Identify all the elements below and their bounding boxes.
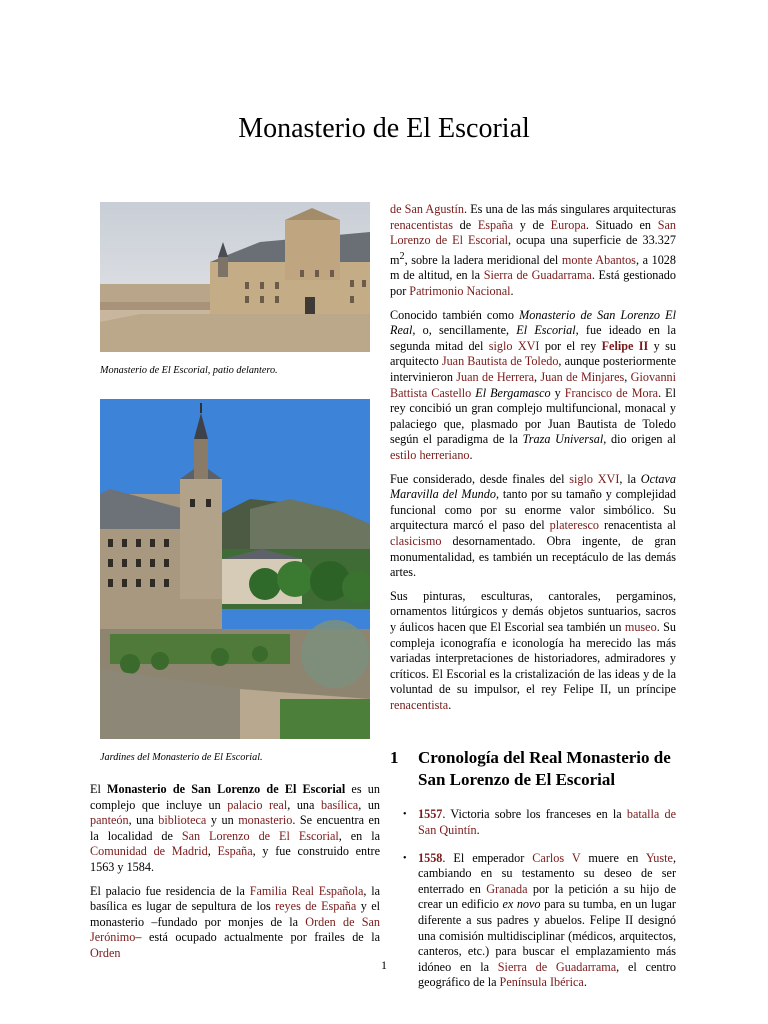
- link-siglo-xvi[interactable]: siglo XVI: [488, 338, 540, 353]
- right-column: [390, 202, 676, 1003]
- link-juan-bautista-toledo[interactable]: Juan Bautista de Toledo: [441, 354, 559, 369]
- link-batalla-san-quintin[interactable]: batalla de San Quintín: [418, 807, 676, 838]
- wonder-paragraph: Fue considerado, desde finales del siglo XVI, la Octava Maravilla del Mundo, tanto por su tamaño y complejidad funcional como por su enorme valor simbólico. Su arquitectura marcó el paso del plateresco renacentista al clasicismo desornamentado. Obra ingente, de gran monumentalidad, es también un receptáculo de las demás artes.: [390, 471, 676, 580]
- link-giovanni-castello[interactable]: Giovanni Battista Castello: [390, 370, 677, 400]
- section-number: 1: [390, 748, 399, 768]
- page-number: 1: [381, 958, 387, 972]
- link-museo[interactable]: museo: [624, 619, 657, 634]
- link-panteon[interactable]: panteón: [90, 813, 129, 828]
- figure-gardens: [100, 399, 340, 764]
- link-biblioteca[interactable]: biblioteca: [158, 813, 207, 828]
- link-carlos-v[interactable]: Carlos V: [532, 850, 581, 865]
- art-paragraph: Sus pinturas, esculturas, cantorales, pergaminos, ornamentos litúrgicos y demás objetos suntuarios, sacros y áulicos hacen que El Escorial sea también un museo. Su compleja iconografía e iconología ha merecido las más variadas interpretaciones de historiadores, admiradores y críticos. El Escorial es la cristalización de las ideas y de la voluntad de su impulsor, el rey Felipe II, un príncipe renacentista.: [390, 588, 676, 712]
- history-paragraph: Conocido también como Monasterio de San Lorenzo El Real, o, sencillamente, El Escorial, fue ideado en la segunda mitad del siglo XVI por el rey Felipe II y su arquitecto Juan Bautista de Toledo, aunque posteriormente intervinieron Juan de Herrera, Juan de Minjares, Giovanni Battista Castello El Bergamasco y Francisco de Mora. El rey concibió un gran complejo multifuncional, monacal y palaciego que, plasmado por Juan Bautista de Toledo según el paradigma de la Traza Universal, dio origen al estilo herreriano.: [390, 307, 677, 462]
- link-felipe-ii[interactable]: Felipe II: [601, 338, 649, 353]
- location-paragraph: de San Agustín. Es una de las más singulares arquitecturas renacentistas de España y de Europa. Situado en San Lorenzo de El Escorial, ocupa una superficie de 33.327 $m^2$, sobre la ladera meridional del monte Abantos, a 1028 m de altitud, en la Sierra de Guadarrama. Está gestionado por Patrimonio Nacional.: [390, 202, 677, 299]
- left-column: [90, 202, 380, 970]
- residence-paragraph: El palacio fue residencia de la Familia Real Española, la basílica es lugar de sepultura de los reyes de España y el monasterio –fundado por monjes de la Orden de San Jerónimo– está ocupado actualmente por frailes de la Orden: [90, 883, 381, 960]
- link-juan-minjares[interactable]: Juan de Minjares: [540, 370, 625, 384]
- link-orden[interactable]: Orden: [90, 945, 121, 960]
- link-monte-abantos[interactable]: monte Abantos: [561, 252, 636, 267]
- link-monasterio[interactable]: monasterio: [238, 813, 293, 828]
- link-plateresco[interactable]: plateresco: [549, 518, 600, 533]
- link-comunidad-madrid[interactable]: Comunidad de Madrid: [90, 844, 208, 859]
- link-juan-herrera[interactable]: Juan de Herrera: [456, 370, 535, 384]
- page-title: Monasterio de El Escorial: [238, 113, 530, 144]
- bullet-icon: •: [403, 852, 407, 864]
- link-patrimonio-nacional[interactable]: Patrimonio Nacional: [409, 284, 511, 299]
- link-palacio-real[interactable]: palacio real: [227, 797, 288, 812]
- link-familia-real[interactable]: Familia Real Española: [249, 883, 364, 898]
- link-francisco-mora[interactable]: Francisco de Mora: [564, 385, 659, 400]
- link-europa[interactable]: Europa: [550, 217, 586, 232]
- link-yuste[interactable]: Yuste: [645, 850, 673, 865]
- link-orden-san-jeronimo[interactable]: Orden de San Jerónimo: [90, 914, 380, 945]
- intro-paragraph: El Monasterio de San Lorenzo de El Escorial es un complejo que incluye un palacio real, una basílica, un panteón, una biblioteca y un monasterio. Se encuentra en la localidad de San Lorenzo de El Escorial, en la Comunidad de Madrid, España, y fue construido entre 1563 y 1584.: [90, 782, 381, 874]
- bullet-icon: •: [403, 809, 407, 821]
- figure-patio: [100, 202, 340, 377]
- link-san-agustin[interactable]: de San Agustín: [390, 202, 465, 216]
- list-item: • 1557. Victoria sobre los franceses en la batalla de San Quintín.: [403, 807, 676, 838]
- link-sierra-guadarrama[interactable]: Sierra de Guadarrama: [497, 959, 617, 974]
- photo-monastery-courtyard: [100, 202, 370, 352]
- link-espana[interactable]: España: [477, 217, 514, 232]
- link-san-lorenzo[interactable]: San Lorenzo de El Escorial: [390, 217, 676, 248]
- link-peninsula-iberica[interactable]: Península Ibérica: [499, 975, 584, 990]
- link-basilica[interactable]: basílica: [320, 797, 359, 812]
- list-item: • 1558. El emperador Carlos V muere en Yuste, cambiando en su testamento su deseo de ser enterrado en Granada por la petición a su hijo de crear un edificio ex novo para su tumba, en un lugar diferente a sus padres y abuelos. Felipe II designó una comisión multidisciplinar (médicos, arquitectos, canteros, etc.) para buscar el emplazamiento más idóneo en la Sierra de Guadarrama, el centro geográfico de la Península Ibérica.: [403, 850, 676, 990]
- section-title: Cronología del Real Monasterio de San Lorenzo de El Escorial: [418, 748, 671, 790]
- link-reyes-espana[interactable]: reyes de España: [275, 899, 357, 914]
- link-espana[interactable]: España: [217, 844, 253, 859]
- link-granada[interactable]: Granada: [486, 881, 528, 896]
- figure-caption: Monasterio de El Escorial, patio delantero.: [100, 365, 278, 376]
- link-san-lorenzo[interactable]: San Lorenzo de El Escorial: [181, 828, 339, 843]
- link-siglo-xvi[interactable]: siglo XVI: [569, 471, 620, 486]
- link-estilo-herreriano[interactable]: estilo herreriano: [390, 447, 470, 462]
- link-renacentistas[interactable]: renacentistas: [390, 217, 453, 232]
- link-year-1558[interactable]: 1558: [418, 850, 443, 865]
- photo-monastery-gardens: [100, 399, 370, 739]
- link-renacentista[interactable]: renacentista: [390, 697, 449, 712]
- link-clasicismo[interactable]: clasicismo: [390, 533, 442, 548]
- figure-caption: Jardines del Monasterio de El Escorial.: [100, 752, 263, 763]
- link-year-1557[interactable]: 1557: [418, 807, 443, 822]
- link-sierra-guadarrama[interactable]: Sierra de Guadarrama: [483, 268, 592, 283]
- section-heading: [390, 747, 676, 791]
